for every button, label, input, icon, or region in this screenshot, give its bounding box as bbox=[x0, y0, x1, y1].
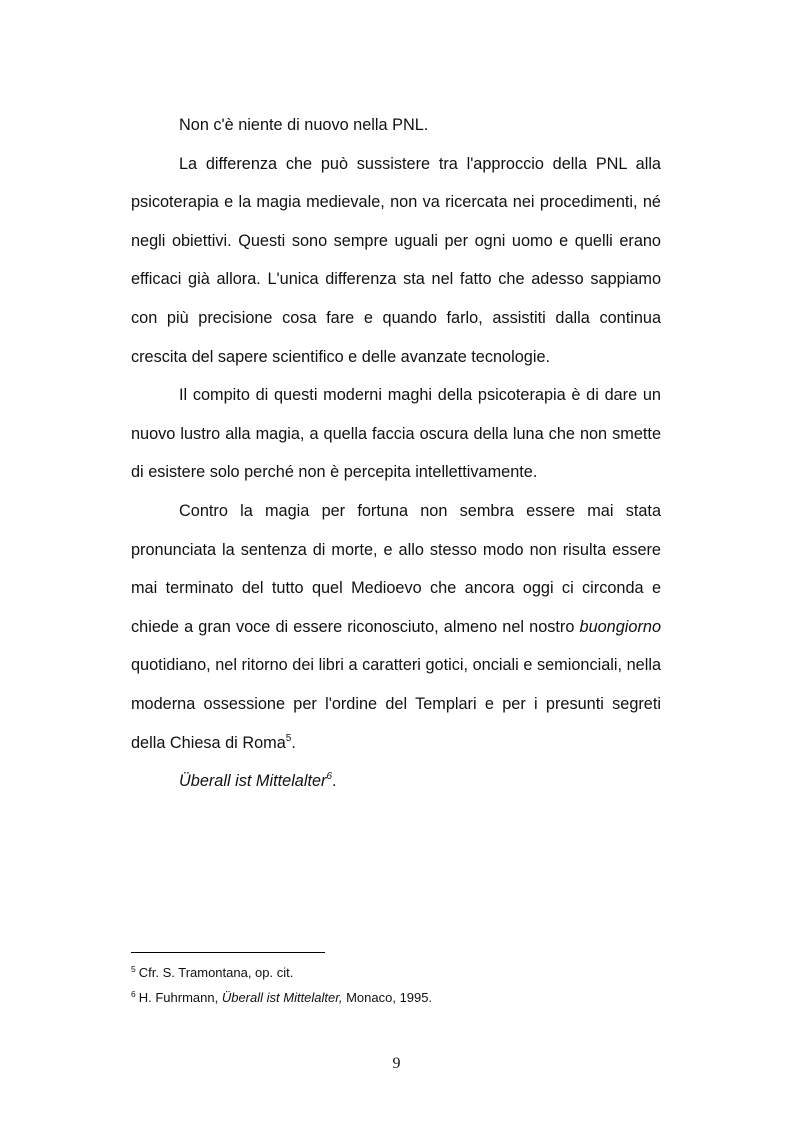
page-number: 9 bbox=[392, 1055, 401, 1072]
footnote-6 bbox=[131, 985, 661, 1010]
footnote-6-italic: Überall ist Mittelalter, bbox=[221, 990, 343, 1005]
footnote-ref-6[interactable]: 6 bbox=[326, 771, 333, 783]
paragraph-5 bbox=[131, 762, 661, 801]
footnote-separator bbox=[131, 952, 325, 953]
paragraph-4 bbox=[131, 492, 661, 762]
footnote-6-number: 6 bbox=[131, 989, 136, 999]
paragraph-5-end: . bbox=[332, 772, 337, 791]
body-text bbox=[131, 106, 661, 801]
footnote-ref-5[interactable]: 5 bbox=[285, 732, 292, 744]
footnote-5 bbox=[131, 960, 661, 985]
footnotes bbox=[131, 960, 661, 1010]
footnote-6-text-end: Monaco, 1995. bbox=[342, 990, 433, 1005]
paragraph-4-end: . bbox=[291, 733, 296, 752]
paragraph-3: Il compito di questi moderni maghi della psicoterapia è di dare un nuovo lustro alla magia, a quella faccia oscura della luna che non smette di esistere solo perché non è percepita intellettivamente. bbox=[131, 386, 661, 482]
paragraph-4-text-cont: quotidiano, nel ritorno dei libri a caratteri gotici, onciali e semionciali, nella moderna ossessione per l'ordine del Templari e per i presunti segreti della Chiesa di Roma bbox=[131, 656, 661, 752]
paragraph-1: Non c'è niente di nuovo nella PNL. bbox=[179, 116, 429, 134]
footnote-5-text: Cfr. S. Tramontana, op. cit. bbox=[138, 965, 294, 980]
paragraph-5-italic: Überall ist Mittelalter bbox=[179, 772, 327, 791]
footnote-6-text: H. Fuhrmann, bbox=[138, 990, 222, 1005]
footnote-5-number: 5 bbox=[131, 964, 136, 974]
paragraph-4-text: Contro la magia per fortuna non sembra essere mai stata pronunciata la sentenza di morte, e allo stesso modo non risulta essere mai terminato del tutto quel Medioevo che ancora oggi ci circonda e chiede a gran voce di essere riconosciuto, almeno nel nostro bbox=[131, 501, 661, 636]
paragraph-2: La differenza che può sussistere tra l'approccio della PNL alla psicoterapia e la magia medievale, non va ricercata nei procedimenti, né negli obiettivi. Questi sono sempre uguali per ogni uomo e quelli erano efficaci già allora. L'unica differenza sta nel fatto che adesso sappiamo con più precisione cosa fare e quando farlo, assistiti dalla continua crescita del sapere scientifico e delle avanzate tecnologie. bbox=[131, 154, 661, 366]
paragraph-4-italic: buongiorno bbox=[579, 617, 661, 636]
